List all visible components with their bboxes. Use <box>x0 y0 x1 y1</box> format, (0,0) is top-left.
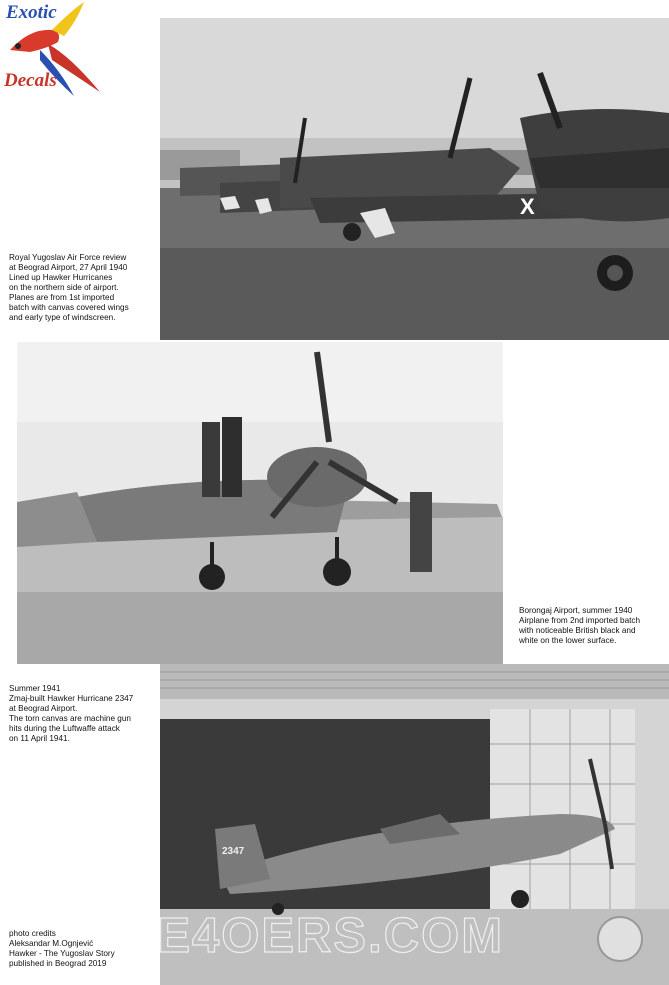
photo-lined-up-hurricanes <box>160 18 669 340</box>
logo-text-exotic: Exotic <box>6 2 57 23</box>
caption-photo-1: Royal Yugoslav Air Force review at Beograd Airport, 27 April 1940 Lined up Hawker Hurricanes on the northern side of airport. Planes are from 1st imported batch with canvas covered wings and early type of windscreen. <box>9 253 129 322</box>
caption-photo-3: Summer 1941 Zmaj-built Hawker Hurricane 2347 at Beograd Airport. The torn canvas are machine gun hits during the Luftwaffe attack on 11 April 1941. <box>9 684 134 743</box>
fuselage-marking-x: X <box>520 194 535 219</box>
photo-credits: photo credits Aleksandar M.Ognjević Hawker - The Yugoslav Story published in Beograd 2019 <box>9 929 115 968</box>
photo-borongaj-airport <box>17 342 503 664</box>
logo-text-decals: Decals <box>4 70 57 91</box>
caption-photo-2: Borongaj Airport, summer 1940 Airplane from 2nd imported batch with noticeable British black and white on the lower surface. <box>519 606 641 645</box>
tail-serial-2347: 2347 <box>222 846 245 857</box>
exotic-decals-logo <box>0 0 110 100</box>
watermark: THE4OERS.COM <box>88 909 505 963</box>
